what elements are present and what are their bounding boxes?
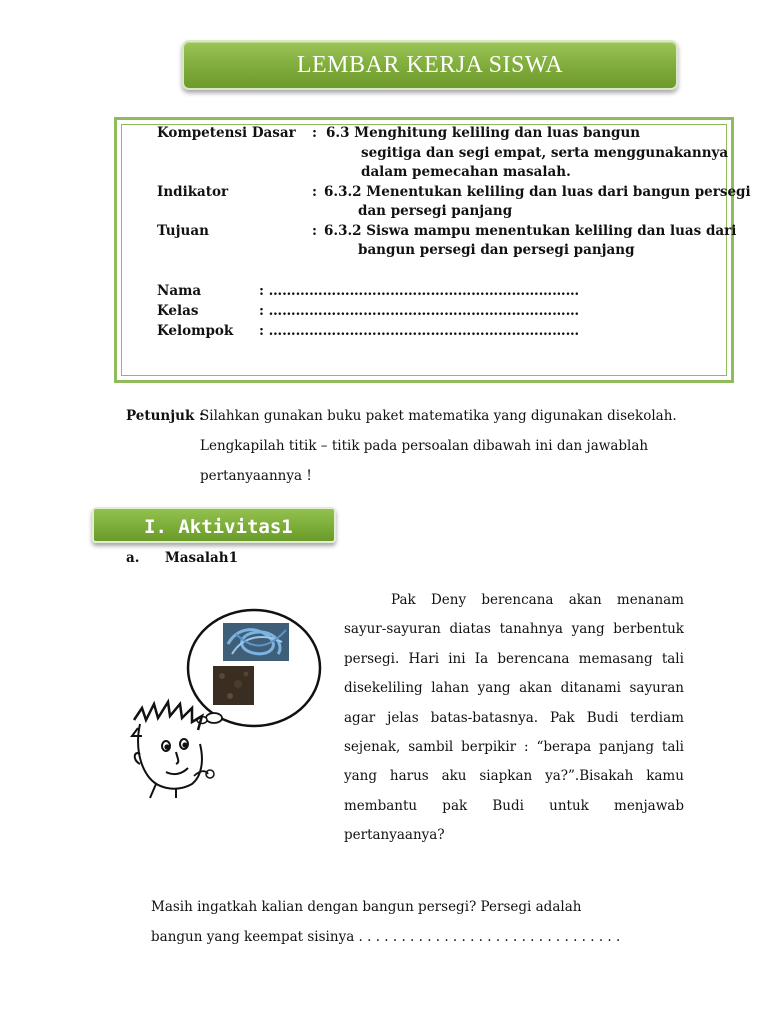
story-word: Hari	[408, 650, 440, 667]
story-word: untuk	[549, 797, 589, 814]
story-word: yang	[477, 680, 511, 697]
question-line-1: Masih ingatkah kalian dengan bangun persegi? Persegi adalah	[151, 899, 582, 915]
petunjuk-line-3: pertanyaannya !	[200, 468, 312, 484]
story-word: ditanami	[560, 680, 621, 697]
story-word: menanam	[616, 592, 684, 608]
story-line	[344, 586, 684, 615]
boy-head	[132, 702, 202, 798]
nama-field[interactable]: : ……………………………………………………………	[259, 283, 580, 299]
petunjuk-line-2: Lengkapilah titik – titik pada persoalan dibawah ini dan jawablah	[200, 438, 649, 454]
story-word: kamu	[646, 768, 684, 785]
story-word: terdiam	[630, 709, 684, 726]
story-word: pertanyaanya?	[344, 827, 445, 844]
petunjuk-line-1: Silahkan gunakan buku paket matematika yang digunakan disekolah.	[200, 408, 677, 424]
story-word: pak	[442, 797, 468, 814]
story-line	[344, 792, 684, 821]
story-word: yang	[571, 621, 605, 638]
indikator-label: Indikator	[157, 184, 229, 200]
story-line	[344, 762, 684, 791]
story-word: disekeliling	[344, 680, 423, 697]
story-word: membantu	[344, 797, 418, 814]
question-line-2[interactable]: bangun yang keempat sisinya . . . . . . . . . . . . . . . . . . . . . . . . . . . . . . .	[151, 929, 621, 945]
kompetensi-line-1: 6.3 Menghitung keliling dan luas bangun	[326, 125, 641, 141]
story-word: lahan	[431, 680, 470, 697]
story-word: memasang	[578, 650, 653, 667]
story-word: diatas	[449, 621, 491, 638]
story-word: tanahnya	[499, 621, 563, 638]
story-word: sambil	[408, 739, 454, 756]
story-word: sejenak,	[344, 739, 401, 756]
story-line	[344, 645, 684, 674]
kompetensi-label: Kompetensi Dasar	[157, 125, 296, 141]
story-word: sayur-sayuran	[344, 621, 441, 638]
kompetensi-line-2: segitiga dan segi empat, serta menggunakannya	[361, 145, 729, 161]
thinking-boy-illustration	[120, 604, 330, 800]
tujuan-line-2: bangun persegi dan persegi panjang	[358, 242, 635, 258]
story-word: berbentuk	[613, 621, 684, 638]
story-word: :	[524, 739, 529, 756]
kompetensi-line-3: dalam pemecahan masalah.	[361, 164, 571, 180]
story-word: Pak	[391, 592, 416, 608]
indikator-line-2: dan persegi panjang	[358, 203, 513, 219]
story-word: Deny	[430, 592, 467, 608]
story-word: tali	[661, 739, 684, 756]
story-word: Ia	[474, 650, 489, 667]
story-word: Budi	[586, 709, 619, 726]
nama-label: Nama	[157, 283, 202, 299]
story-word: ya?”.Bisakah	[545, 768, 634, 785]
petunjuk-label: Petunjuk :	[126, 408, 204, 424]
story-word: aku	[441, 768, 467, 785]
story-line	[344, 615, 684, 644]
kompetensi-colon: :	[312, 125, 317, 141]
story-word: panjang	[599, 739, 655, 756]
story-word: harus	[389, 768, 429, 785]
soil-image	[213, 666, 254, 705]
story-word: akan	[519, 680, 553, 697]
worksheet-title: LEMBAR KERJA SISWA	[182, 40, 678, 90]
masalah-title: Masalah1	[164, 550, 238, 566]
story-word: siapkan	[479, 768, 533, 785]
story-word: batas-batasnya.	[430, 709, 539, 726]
tujuan-label: Tujuan	[157, 223, 209, 239]
kelompok-field[interactable]: : ……………………………………………………………	[259, 323, 580, 339]
story-word: Pak	[550, 709, 575, 726]
story-word: persegi.	[344, 650, 400, 667]
story-word: berencana	[481, 592, 554, 608]
story-word: ini	[448, 650, 466, 667]
tujuan-line-1: 6.3.2 Siswa mampu menentukan keliling dan luas dari	[324, 223, 737, 239]
story-word: menjawab	[614, 797, 684, 814]
story-word: yang	[344, 768, 378, 785]
kelas-label: Kelas	[157, 303, 199, 319]
masalah-marker: a.	[126, 550, 140, 566]
question-block	[151, 892, 620, 952]
indikator-line-1: 6.3.2 Menentukan keliling dan luas dari bangun persegi	[324, 184, 751, 200]
masalah-heading	[126, 550, 238, 566]
kelas-field[interactable]: : ……………………………………………………………	[259, 303, 580, 319]
story-word: Budi	[492, 797, 524, 814]
story-paragraph	[344, 586, 684, 851]
story-line	[344, 821, 684, 850]
story-line	[344, 674, 684, 703]
tujuan-colon: :	[312, 223, 317, 239]
story-word: tali	[661, 650, 684, 667]
story-word: berpikir	[461, 739, 517, 756]
activity-heading: I. Aktivitas1	[92, 507, 336, 543]
story-word: berencana	[497, 650, 570, 667]
story-word: “berapa	[536, 739, 592, 756]
story-word: agar	[344, 709, 376, 726]
story-word: sayuran	[629, 680, 684, 697]
rope-image	[223, 623, 289, 661]
story-word: jelas	[387, 709, 419, 726]
story-word: akan	[568, 592, 602, 608]
story-line	[344, 704, 684, 733]
story-line	[344, 733, 684, 762]
indikator-colon: :	[312, 184, 317, 200]
kelompok-label: Kelompok	[157, 323, 234, 339]
